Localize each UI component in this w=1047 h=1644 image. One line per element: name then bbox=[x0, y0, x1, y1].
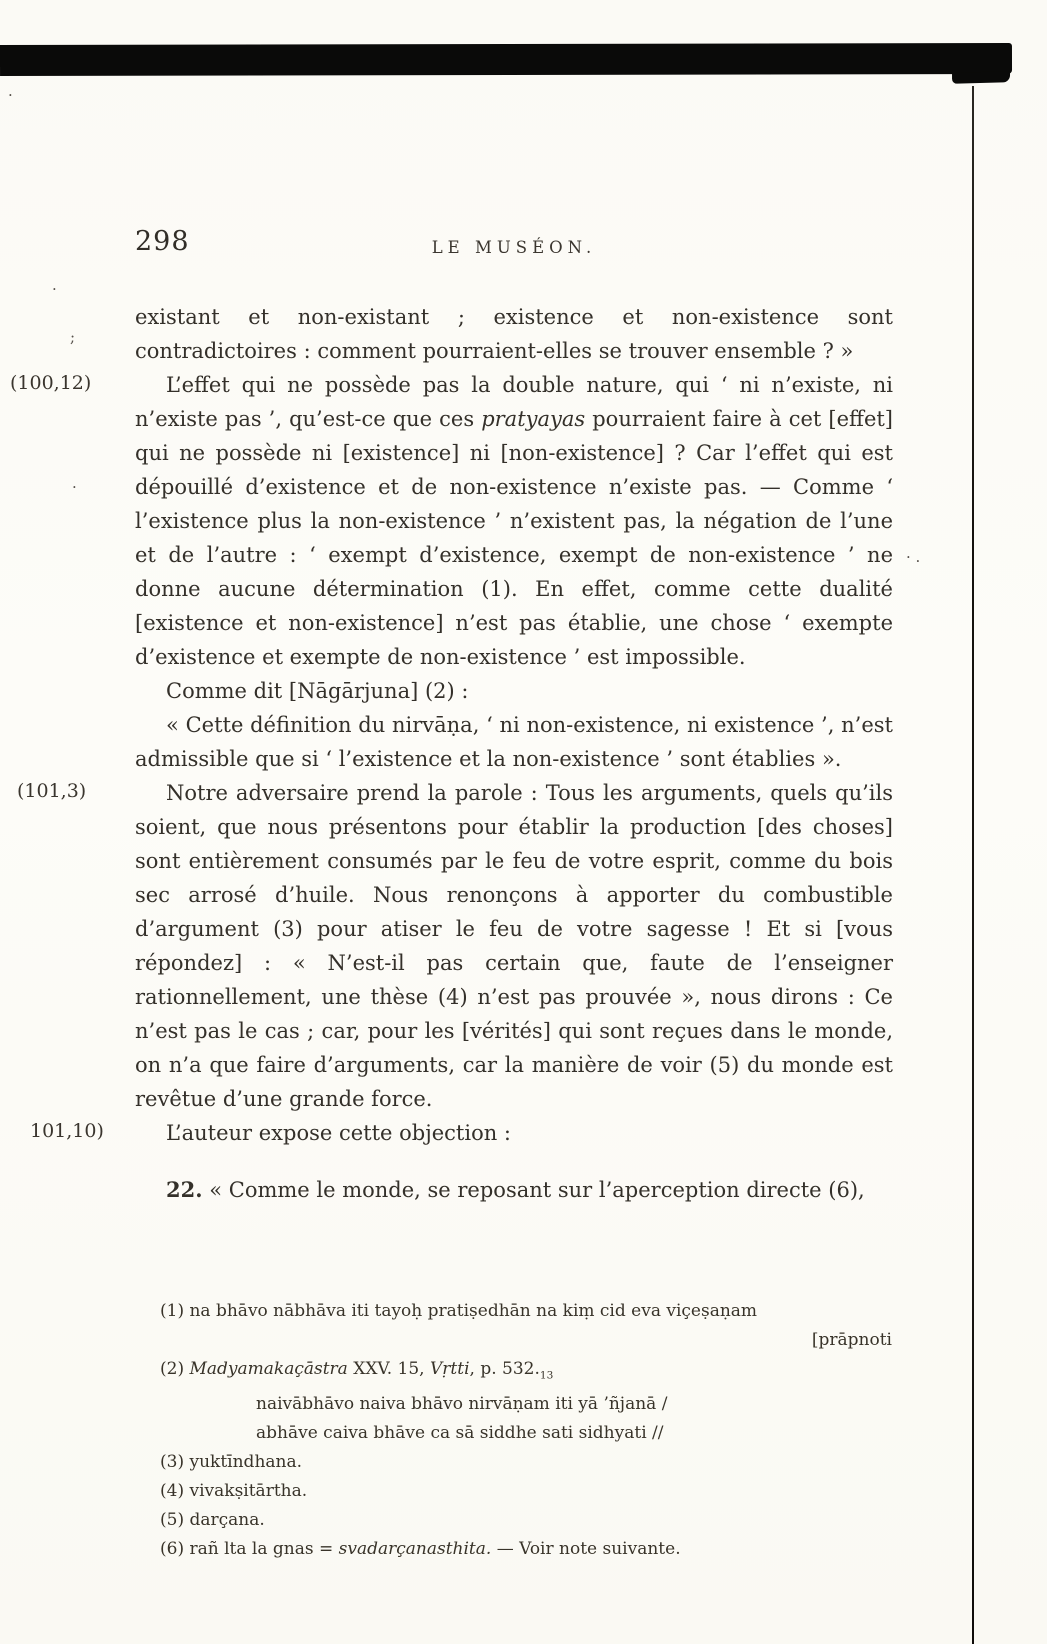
footnote-line bbox=[160, 1477, 892, 1506]
paragraph bbox=[135, 1116, 893, 1150]
text-run: 13 bbox=[539, 1369, 554, 1382]
footnote-line bbox=[160, 1297, 892, 1326]
text-run: 22. bbox=[166, 1177, 203, 1202]
text-run: « Comme le monde, se reposant sur l’aperception directe (6), bbox=[202, 1178, 865, 1202]
footnote bbox=[160, 1355, 892, 1448]
text-run: existant et non-existant ; existence et non-existence sont contradictoires : comment pourraient-elles se trouver ensemble ? » bbox=[135, 305, 893, 363]
page-edge-line bbox=[972, 86, 974, 1644]
text-run: svadarçanasthita. bbox=[338, 1539, 492, 1560]
scan-artifact: · bbox=[72, 478, 77, 496]
text-run: (1) na bhāvo nābhāva iti tayoḥ pratiṣedhān na kiṃ cid eva viçeṣaṇam bbox=[160, 1301, 758, 1321]
scan-top-bar bbox=[0, 43, 1012, 76]
paragraph bbox=[135, 368, 893, 674]
paragraph bbox=[135, 708, 893, 776]
footnote bbox=[160, 1297, 892, 1355]
scan-artifact: · bbox=[8, 86, 13, 104]
text-run: « Cette définition du nirvāṇa, ‘ ni non-existence, ni existence ’, n’est admissible que si ‘ l’existence et la non-existence ’ sont établies ». bbox=[135, 713, 893, 771]
text-run: L’effet qui ne possède pas la double nature, qui ‘ ni n’existe, ni n’existe pas ’, qu’est-ce que ces bbox=[135, 373, 893, 431]
text-run: naivābhāvo naiva bhāvo nirvāṇam iti yā ’ñjanā / bbox=[256, 1394, 668, 1415]
margin-note: (100,12) bbox=[10, 372, 92, 394]
journal-title: LE MUSÉON. bbox=[431, 238, 597, 257]
footnote-line bbox=[160, 1535, 892, 1564]
text-run: (2) bbox=[160, 1359, 190, 1379]
body-text bbox=[135, 300, 893, 1207]
paragraph bbox=[135, 300, 893, 368]
text-run: Madyamakaçāstra bbox=[189, 1359, 348, 1379]
text-run: pourraient faire à cet [effet] qui ne possède ni [existence] ni [non-existence] ? Car l’effet qui est dépouillé d’existence et de non-existence n’existe pas. — Comme ‘ l’existence plus la non-existence ’ n’existent pas, la négation de l’une et de l’autre : ‘ exempt d’existence, exempt de non-existence ’ ne donne aucune détermination (1). En effet, comme cette dualité [existence et non-existence] n’est pas établie, une chose ‘ exempte d’existence et exempte de non-existence ’ est impossible. bbox=[135, 407, 893, 669]
text-run: Comme dit [Nāgārjuna] (2) : bbox=[166, 679, 469, 703]
footnote-line bbox=[160, 1390, 892, 1419]
footnote-line bbox=[160, 1326, 892, 1355]
text-run: [prāpnoti bbox=[811, 1330, 892, 1350]
footnote bbox=[160, 1535, 892, 1564]
text-run: Notre adversaire prend la parole : Tous les arguments, quels qu’ils soient, que nous présentons pour établir la production [des choses] sont entièrement consumés par le feu de votre esprit, comme du bois sec arrosé d’huile. Nous renonçons à apporter du combustible d’argument (3) pour atiser le feu de votre sagesse ! Et si [vous répondez] : « N’est-il pas certain que, faute de l’enseigner rationnellement, une thèse (4) n’est pas prouvée », nous dirons : Ce n’est pas le cas ; car, pour les [vérités] qui sont reçues dans le monde, on n’a que faire d’arguments, car la manière de voir (5) du monde est revêtue d’une grande force. bbox=[135, 781, 893, 1111]
text-run: L’auteur expose cette objection : bbox=[166, 1121, 512, 1145]
footnote-line bbox=[160, 1419, 892, 1448]
footnote bbox=[160, 1477, 892, 1506]
footnote-line bbox=[160, 1355, 892, 1390]
footnote-line bbox=[160, 1506, 892, 1535]
footnote-line bbox=[160, 1448, 892, 1477]
text-run: (6) rañ lta la gnas = bbox=[160, 1539, 339, 1560]
text-run: , p. 532. bbox=[469, 1359, 540, 1379]
footnotes bbox=[160, 1297, 892, 1564]
text-run: XXV. 15, bbox=[347, 1359, 430, 1379]
text-run: abhāve caiva bhāve ca sā siddhe sati sidhyati // bbox=[256, 1423, 664, 1444]
page-number: 298 bbox=[135, 226, 190, 257]
margin-note: (101,3) bbox=[17, 780, 87, 802]
paragraph bbox=[135, 776, 893, 1116]
text-run: (5) darçana. bbox=[160, 1510, 265, 1531]
text-run: pratyayas bbox=[481, 407, 586, 431]
scan-artifact: · bbox=[52, 280, 57, 298]
margin-note: 101,10) bbox=[30, 1120, 104, 1142]
text-run: (4) vivakṣitārtha. bbox=[160, 1481, 308, 1502]
page-header bbox=[135, 226, 893, 257]
text-run: Vṛtti bbox=[430, 1359, 470, 1379]
text-run: — Voir note suivante. bbox=[491, 1539, 681, 1560]
text-run: (3) yuktīndhana. bbox=[160, 1452, 303, 1473]
paragraph bbox=[135, 674, 893, 708]
paragraph bbox=[135, 1173, 893, 1207]
footnote bbox=[160, 1448, 892, 1477]
scan-artifact: ; bbox=[70, 328, 76, 346]
scan-artifact: · . bbox=[906, 548, 921, 566]
footnote bbox=[160, 1506, 892, 1535]
